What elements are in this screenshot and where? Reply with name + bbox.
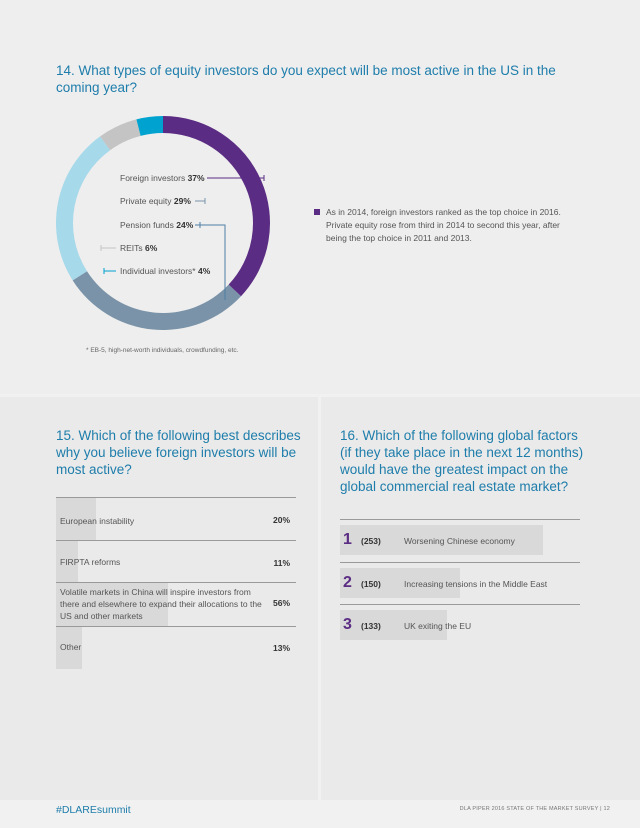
donut-category: REITs [120,243,146,253]
note-bullet-icon [314,209,320,215]
donut-label-0 [120,173,205,183]
q16-category-label: Worsening Chinese economy [404,536,515,546]
donut-slice-pension-funds [56,136,110,280]
q14-note [326,206,576,245]
donut-value-label: 29% [173,196,191,206]
q15-row [56,498,296,540]
donut-value-label: 6% [145,243,158,253]
q15-value-label: 11% [273,558,290,568]
q15-category-label: FIRPTA reforms [60,557,121,567]
q16-title: 16. Which of the following global factors (if they take place in the next 12 months) would have the greatest impact on the global commercial real estate market? [340,428,584,494]
q15-row [56,583,296,626]
q15-title: 15. Which of the following best describes why you believe foreign investors will be most active? [56,428,301,477]
q16-rank-number: 2 [343,574,352,591]
donut-value-label: 37% [187,173,205,183]
q16-category-label: UK exiting the EU [404,621,472,631]
donut-label-2 [120,220,194,230]
q15-category-label: Volatile markets in China will inspire investors from there and elsewhere to expand their allocations to the US and other markets [60,587,262,621]
q16-rank-number: 3 [343,616,352,633]
q15-row [56,541,296,582]
q16-category-label: Increasing tensions in the Middle East [404,579,548,589]
q14-donut-chart [0,0,640,394]
q16-divider [340,604,580,605]
footer-page-info: DLA PIPER 2016 STATE OF THE MARKET SURVEY | 12 [459,806,610,812]
footer-hashtag: #DLAREsummit [56,804,131,816]
q16-rank-number: 1 [343,531,352,548]
q15-category-label: European instability [60,516,135,526]
q14-title: 14. What types of equity investors do you expect will be most active in the US in the coming year? [56,63,556,95]
q15-row [56,627,296,669]
q15-category-label: Other [60,642,82,652]
donut-value-label: 4% [197,266,211,276]
donut-slice-private-equity [73,271,241,330]
q15-value-label: 56% [272,598,290,608]
donut-label-4 [120,266,211,276]
donut-category: Foreign investors [120,173,188,183]
q14-footnote: * EB-5, high-net-worth individuals, crowdfunding, etc. [86,347,239,354]
q16-count-label: (150) [361,579,381,589]
donut-label-1 [120,196,191,206]
donut-value-label: 24% [176,220,194,230]
q16-count-label: (253) [361,536,381,546]
q15-value-label: 20% [272,515,290,525]
donut-leader-line-2 [195,225,225,300]
donut-category: Individual investors* [120,266,198,276]
q16-divider [340,562,580,563]
q14-note-text: As in 2014, foreign investors ranked as the top choice in 2016. Private equity rose from third in 2014 to second this year, after being the top choice in 2011 and 2013. [326,207,561,243]
donut-slice-individual-investors [136,116,163,136]
q16-count-label: (133) [361,621,381,631]
q15-value-label: 13% [272,643,290,653]
donut-category: Pension funds [120,220,177,230]
donut-label-3 [120,243,158,253]
donut-category: Private equity [120,196,174,206]
q16-divider [340,519,580,520]
